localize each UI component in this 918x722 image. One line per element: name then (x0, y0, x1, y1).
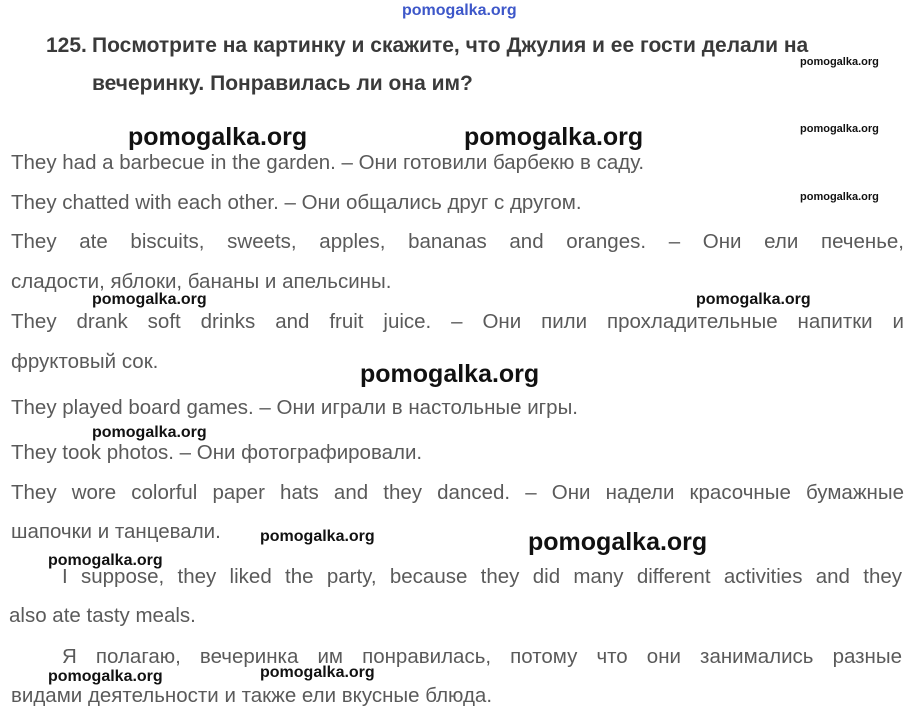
watermark: pomogalka.org (800, 191, 879, 203)
watermark: pomogalka.org (696, 291, 811, 308)
watermark: pomogalka.org (92, 291, 207, 308)
watermark: pomogalka.org (48, 668, 163, 685)
answer-line-barbecue: They had a barbecue in the garden. – Они готовили барбекю в саду. (11, 151, 645, 174)
watermark: pomogalka.org (800, 56, 879, 68)
answer-line-ate-cont: сладости, яблоки, бананы и апельсины. (11, 270, 392, 293)
watermark-top: pomogalka.org (402, 2, 517, 19)
answer-line-drank-cont: фруктовый сок. (11, 350, 159, 373)
answer-line-hats-cont: шапочки и танцевали. (11, 520, 221, 543)
answer-line-suppose: I suppose, they liked the party, because they did many different activities and they (62, 565, 902, 588)
task-number: 125. (46, 34, 87, 57)
watermark: pomogalka.org (48, 552, 163, 569)
watermark: pomogalka.org (92, 424, 207, 441)
answer-line-games: They played board games. – Они играли в настольные игры. (11, 396, 578, 419)
watermark: pomogalka.org (800, 123, 879, 135)
answer-line-ate: They ate biscuits, sweets, apples, bananas and oranges. – Они ели печенье, (11, 230, 904, 253)
watermark: pomogalka.org (128, 123, 308, 151)
answer-line-chatted: They chatted with each other. – Они общались друг с другом. (11, 191, 582, 214)
task-question-line-2: вечеринку. Понравилась ли она им? (92, 72, 473, 95)
answer-line-photos: They took photos. – Они фотографировали. (11, 441, 423, 464)
watermark: pomogalka.org (260, 528, 375, 545)
answer-line-polagayu: Я полагаю, вечеринка им понравилась, потому что они занимались разные (62, 645, 902, 668)
watermark: pomogalka.org (528, 528, 708, 556)
answer-line-suppose-cont: also ate tasty meals. (9, 604, 196, 627)
watermark: pomogalka.org (464, 123, 644, 151)
watermark: pomogalka.org (360, 360, 540, 388)
answer-line-polagayu-cont: видами деятельности и также ели вкусные блюда. (11, 684, 493, 707)
answer-line-hats: They wore colorful paper hats and they danced. – Они надели красочные бумажные (11, 481, 904, 504)
answer-line-drank: They drank soft drinks and fruit juice. – Они пили прохладительные напитки и (11, 310, 904, 333)
task-question-line-1: Посмотрите на картинку и скажите, что Джулия и ее гости делали на (92, 34, 809, 57)
watermark: pomogalka.org (260, 664, 375, 681)
